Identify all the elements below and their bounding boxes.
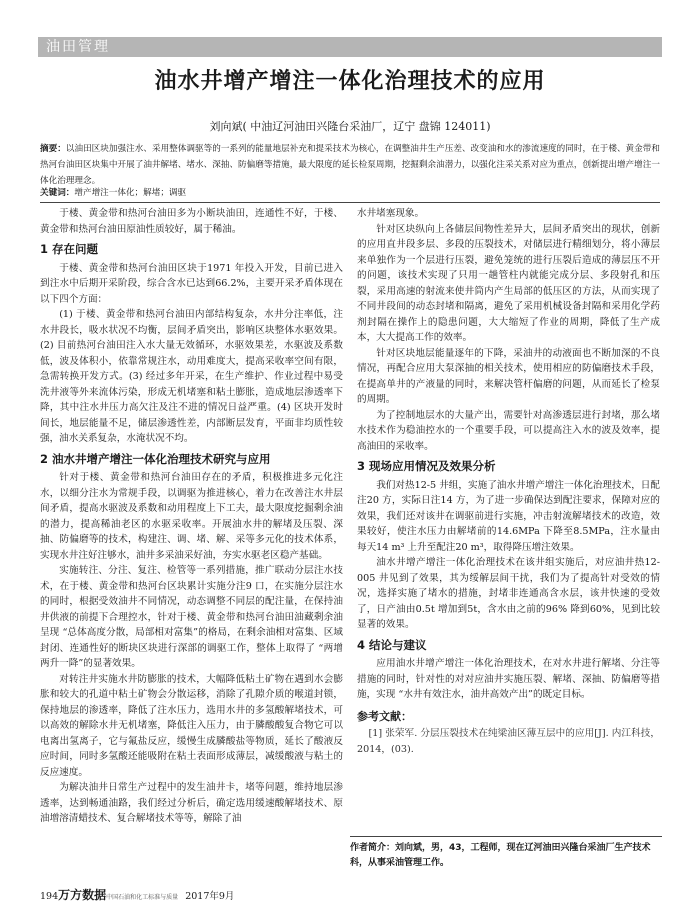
body-paragraph: 应用油水井增产增注一体化治理技术，在对水井进行解堵、分注等措施的同时，针对性的对对应油井实施压裂、解堵、深抽、防偏磨等措施，实现 “水井有效注水，油井高效产出”的既定目标。 bbox=[357, 658, 660, 700]
body-paragraph: 为了控制地层水的大量产出，需要针对高渗透层进行封堵，那么堵水技术作为稳油控水的一个重要手段，可以提高注入水的波及效率，提高油田的采收率。 bbox=[357, 409, 660, 452]
body-paragraph: 为解决油井日常生产过程中的发生油井卡，堵等问题，维持地层渗透率，达到畅通油路，我们经过分析后，确定选用缓速酸解堵技术、原油增溶清蜡技术、复合解堵技术等等，解除了油 bbox=[40, 782, 343, 824]
issue-date: 2017年9月 bbox=[185, 891, 235, 902]
author-affiliation: 刘向斌( 中油辽河油田兴隆台采油厂，辽宁 盘锦 124011) bbox=[209, 120, 491, 133]
section-heading: 3 现场应用情况及效果分析 bbox=[357, 459, 496, 473]
abstract-text: 以油田区块加强注水、采用整体调驱等的一系列的能量地层补充和提采技术为核心，在调整油井生产压差、改变油和水的渗流速度的同时，在于楼、黄金带和热河台油田区块集中开展了油井解堵、堵水、深抽、防偏磨等措施，最大限度的延长检泵周期，挖掘剩余油潜力，以强化注采关系对应为重点，创新提出增产增注一体化治理理念。 bbox=[40, 144, 660, 186]
right-column bbox=[357, 206, 660, 757]
abstract-divider bbox=[40, 202, 660, 203]
keywords bbox=[40, 185, 660, 201]
author-note: 作者简介：刘向斌，男，43，工程师，现在辽河油田兴隆台采油厂生产技术科，从事采油管理工作。 bbox=[350, 836, 662, 871]
body-paragraph: 于楼、黄金带和热河台油田区块于1971 年投入开发，目前已进入到注水中后期开采阶段，综合含水已达到66.2%，主要开采矛盾体现在以下四个方面： bbox=[40, 262, 343, 305]
section-header-band bbox=[38, 37, 662, 57]
section-heading: 4 结论与建议 bbox=[357, 637, 427, 652]
publisher-logo: 万方数据 bbox=[58, 888, 107, 902]
body-paragraph: 对转注井实施水井防膨胀的技术，大幅降低粘土矿物在遇到水会膨胀和较大的孔道中粘土矿物会分散运移，消除了孔隙介质的喉道封锁，保持地层的渗透率，降低了注水压力，选用水井的多氢酸解堵技术，可以高效的解除水井无机堵塞，降低注入压力，由于膦酸酸复合物它可以电离出氢离子，它与氟盐反应，缓慢生成膦酸盐等物质，延长了酸液反应时间，同时多氢酸还能吸附在粘土表面形成薄层，减缓酸液与粘土的反应速度。 bbox=[40, 673, 343, 778]
journal-name: 中国石油和化工标准与质量 bbox=[106, 894, 179, 901]
body-paragraph: 我们对热12-5 井组，实施了油水井增产增注一体化治理技术，日配注20 方，实际日注14 方，为了进一步确保达到配注要求，保障对应的效果，我们还对该井在调驱前进行实施，冲击射流解堵技术的改造，效果较好，使注水压力由解堵前的14.6MPa 下降至8.5MPa，注水量由每天14 m³ 上升至配注20 m³，取得降压增注效果。 bbox=[357, 479, 660, 553]
keywords-label: 关键词： bbox=[40, 188, 75, 198]
page-footer bbox=[40, 886, 234, 903]
references-heading: 参考文献： bbox=[357, 709, 412, 723]
body-paragraph: 于楼、黄金带和热河台油田多为小断块油田，连通性不好，于楼、黄金带和热河台油田原油性质较好，属于稀油。 bbox=[40, 208, 343, 235]
keywords-text: 增产增注一体化；解堵；调驱 bbox=[74, 188, 187, 198]
reference-item: [1] 张荣军. 分层压裂技术在纯梁油区薄互层中的应用[J]. 内江科技，2014，(03). bbox=[357, 728, 660, 755]
body-paragraph: 针对区块纵向上各储层间物性差异大，层间矛盾突出的现状，创新的应用直井段多层、多段的压裂技术，对储层进行精细划分，将小薄层来单独作为一个层进行压裂，避免笼统的进行压裂后造成的薄层压不开的问题，该技术实现了只用一趟管柱内就能完成分层、多段射孔和压裂，采用高速的射流来使井筒内产生局部的低压区的方法，从而实现了不同井段间的动态封堵和隔离，避免了采用机械设备封隔和采用化学药剂封隔在操作上的隐患问题，大大缩短了作业的周期，降低了生产成本，大大提高工作的效率。 bbox=[357, 223, 660, 343]
body-paragraph: 水井堵塞现象。 bbox=[357, 208, 425, 219]
body-paragraph: 针对于楼、黄金带和热河台油田存在的矛盾，积极推进多元化注水，以细分注水为常规手段，以调驱为推进核心，着力在改善注水井层间矛盾，提高水驱波及系数和动用程度上下工夫，最大限度挖掘剩余油的潜力，提高稀油老区的水驱采收率。开展油水井的解堵及压裂、深抽、防偏磨等的技术，构建注、调、堵、解、采等多元化的技术体系，实现水井注好注够水，油井多采油采好油，夯实水驱老区稳产基础。 bbox=[40, 472, 343, 561]
body-paragraph: 油水井增产增注一体化治理技术在该井组实施后，对应油井热12-005 井见到了效果，其为绥解层间干扰，我们为了提高针对受效的情况，选择实施了堵水的措施，封堵非连通高含水层，该井快速的受效了，日产油由0.5t 增加到5t，含水由之前的96% 降到60%，见到比较显著的效果。 bbox=[357, 557, 660, 630]
paper-title: 油水井增产增注一体化治理技术的应用 bbox=[154, 69, 546, 94]
abstract bbox=[40, 141, 660, 189]
section-label: 油田管理 bbox=[46, 39, 110, 55]
section-heading: 1 存在问题 bbox=[40, 242, 99, 256]
left-column bbox=[40, 206, 343, 827]
page-number: 194 bbox=[40, 891, 59, 902]
section-heading: 2 油水井增产增注一体化治理技术研究与应用 bbox=[40, 451, 271, 466]
body-paragraph: 针对区块地层能量逐年的下降，采油井的动液面也不断加深的不良情况，再配合应用大泵深抽的相关技术，使用相应的防偏磨技术手段，在提高单井的产液量的同时，来解决管杆偏磨的问题，从而延长了检泵的周期。 bbox=[357, 347, 660, 405]
body-paragraph: (1) 于楼、黄金带和热河台油田内部结构复杂，水井分注率低，注水井段长，吸水状况不均衡，层间矛盾突出，影响区块整体水驱效果。(2) 目前热河台油田注入水大量无效循环，水驱效果差，水驱波及系数低，波及体积小，依靠常规注水，动用难度大，提高采收率空间有限，急需转换开发方式。(3) 经过多年开采，在生产维护、作业过程中易受洗井液等外来流体污染，形成无机堵塞和粘土膨胀，造成地层渗透率下降，其中注水井压力高欠注及注不进的情况日益严重。(4) 区块开发时间长，地层能量不足，储层渗透性差，内部断层发育，平面非均质性较强，油水关系复杂，水淹状况不均。 bbox=[40, 309, 343, 444]
abstract-label: 摘要： bbox=[40, 144, 66, 154]
body-paragraph: 实施转注、分注、复注、检管等一系列措施，推广联动分层注水技术，在于楼、黄金带和热河台区块累计实施分注9 口，在实施分层注水的同时，根据受效油井不同情况，动态调整不同层的配注量，在保持油井供液的前提下合理控水，针对于楼、黄金带和热河台油田油藏剩余油呈现 “总体高度分散，局部相对富集”的格局，在剩余油相对富集、区域封闭、连通性好的断块区块进行深部的调驱工作，整体上取得了 “两增两升一降”的显著效果。 bbox=[40, 565, 343, 669]
